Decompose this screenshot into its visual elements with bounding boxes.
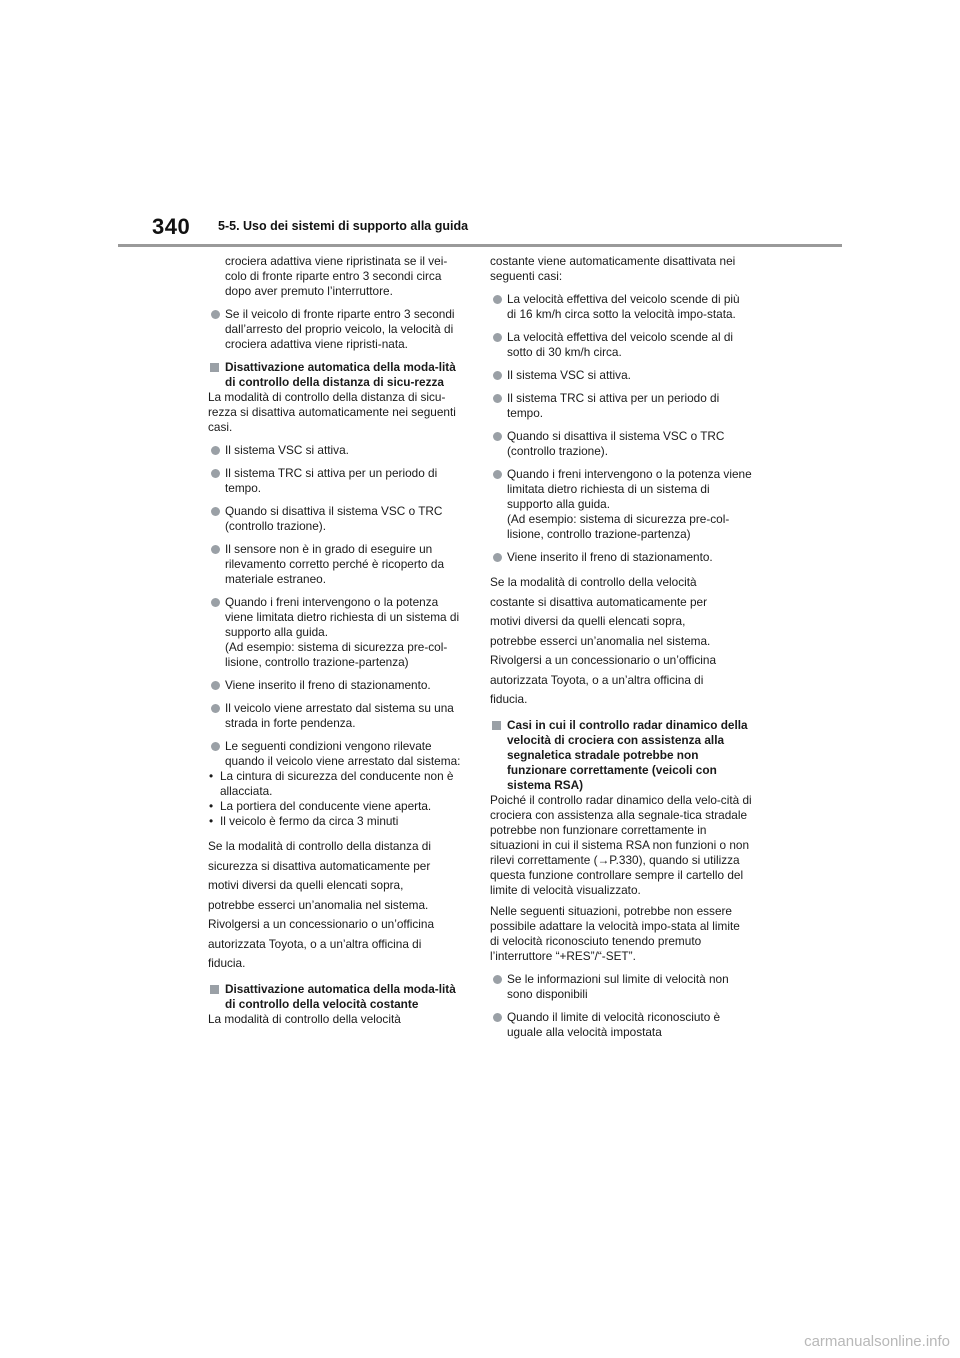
bullet-dot-icon (493, 1013, 502, 1022)
left-intro: crociera adattiva viene ripristinata se il vei-colo di fronte riparte entro 3 secondi circa dopo aver premuto l’interruttore. (225, 254, 448, 298)
closing-line: Se la modalità di controllo della distanza di (208, 839, 431, 853)
watermark[interactable]: carmanualsonline.info (804, 1333, 950, 1350)
sub-list (208, 769, 466, 829)
paragraph: Nelle seguenti situazioni, potrebbe non essere possibile adattare la velocità impo-stata al limite di velocità riconosciuto tenendo premuto l’interruttore “+RES”/“-SET”. (490, 903, 740, 963)
closing-line: potrebbe esserci un’anomalia nel sistema. (490, 633, 711, 648)
section-heading: Disattivazione automatica della moda-lità di controllo della velocità costante (208, 982, 466, 1012)
list-item: Il sensore non è in grado di eseguire un rilevamento corretto perché è ricoperto da materiale estraneo. (208, 542, 466, 587)
square-bullet-icon (210, 363, 219, 372)
list-item: Il sistema TRC si attiva per un periodo di tempo. (208, 466, 466, 496)
closing-line: Rivolgersi a un concessionario o un’officina (208, 917, 435, 931)
bullet-dot-icon (211, 446, 220, 455)
sub-list-item: • La portiera del conducente viene aperta. (209, 799, 432, 813)
list-item: Quando si disattiva il sistema VSC o TRC (controllo trazione). (490, 429, 752, 459)
paragraph: La modalità di controllo della velocità (208, 1011, 401, 1026)
section-heading: Casi in cui il controllo radar dinamico della velocità di crociera con assistenza alla segnaletica stradale potrebbe non funzionare correttamente (veicoli con sistema RSA) (490, 718, 752, 793)
list-item: Se il veicolo di fronte riparte entro 3 secondi dall’arresto del proprio veicolo, la velocità di crociera adattiva viene ripristi-nata. (208, 307, 466, 352)
paragraph: Poiché il controllo radar dinamico della velo-cità di crociera con assistenza alla segnale-tica stradale potrebbe non funzionare correttamente in situazioni in cui il sistema RSA non funzioni o non rilevi correttamente (→P.330), quando si utilizza questa funzione controllare sempre il cartello del limite di velocità visualizzato. (490, 792, 752, 897)
list-item: Viene inserito il freno di stazionamento. (490, 550, 752, 565)
sub-list-item: • Il veicolo è fermo da circa 3 minuti (209, 814, 399, 828)
list-item: Quando i freni intervengono o la potenza viene limitata dietro richiesta di un sistema di supporto alla guida. (Ad esempio: sistema di sicurezza pre-col-lisione, controllo trazione-partenza) (490, 467, 752, 542)
list-item: Quando i freni intervengono o la potenza viene limitata dietro richiesta di un sistema di supporto alla guida. (Ad esempio: sistema di sicurezza pre-col-lisione, controllo trazione-partenza) (208, 595, 466, 670)
list-item: Viene inserito il freno di stazionamento. (208, 678, 466, 693)
bullet-dot-icon (211, 507, 220, 516)
bullet-dot-icon (493, 553, 502, 562)
bullet-dot-icon (493, 394, 502, 403)
sub-list-item: • La cintura di sicurezza del conducente non è allacciata. (209, 769, 454, 798)
right-column (490, 254, 752, 1048)
bullet-dot-icon (493, 975, 502, 984)
list-item: La velocità effettiva del veicolo scende al di sotto di 30 km/h circa. (490, 330, 752, 360)
list-item: Se le informazioni sul limite di velocità non sono disponibili (490, 972, 752, 1002)
bullet-dot-icon (493, 295, 502, 304)
list-item: Il sistema TRC si attiva per un periodo di tempo. (490, 391, 752, 421)
list-item: Il sistema VSC si attiva. (490, 368, 752, 383)
bullet-dot-icon (493, 333, 502, 342)
bullet-dot-icon (211, 704, 220, 713)
closing-line: autorizzata Toyota, o a un’altra officina di (208, 936, 422, 951)
bullet-dot-icon (211, 598, 220, 607)
bullet-dot-icon (211, 545, 220, 554)
closing-line: motivi diversi da quelli elencati sopra, (208, 878, 404, 892)
list-item: Il sistema VSC si attiva. (208, 443, 466, 458)
section-heading: Disattivazione automatica della moda-lità di controllo della distanza di sicu-rezza (208, 360, 466, 390)
closing-line: Se la modalità di controllo della velocità (490, 575, 697, 589)
section-title: 5-5. Uso dei sistemi di supporto alla guida (218, 219, 469, 233)
right-intro: costante viene automaticamente disattivata nei seguenti casi: (490, 254, 736, 283)
closing-line: sicurezza si disattiva automaticamente per (208, 858, 431, 873)
closing-line: autorizzata Toyota, o a un’altra officina di (490, 672, 704, 687)
page-number: 340 (152, 214, 191, 239)
bullet-dot-icon (493, 371, 502, 380)
square-bullet-icon (492, 721, 501, 730)
bullet-dot-icon (493, 470, 502, 479)
closing-line: Rivolgersi a un concessionario o un’officina (490, 653, 717, 667)
list-item: Quando si disattiva il sistema VSC o TRC (controllo trazione). (208, 504, 466, 534)
closing-line: potrebbe esserci un’anomalia nel sistema. (208, 897, 429, 912)
left-column (208, 254, 466, 1035)
list-item: Le seguenti condizioni vengono rilevate quando il veicolo viene arrestato dal sistema: (208, 739, 466, 769)
closing-line: fiducia. (208, 956, 246, 970)
list-item: Quando il limite di velocità riconosciuto è uguale alla velocità impostata (490, 1010, 752, 1040)
bullet-dot-icon (211, 310, 220, 319)
bullet-dot-icon (211, 742, 220, 751)
paragraph: La modalità di controllo della distanza di sicu-rezza si disattiva automaticamente nei seguenti casi. (208, 390, 456, 434)
closing-line: motivi diversi da quelli elencati sopra, (490, 614, 686, 628)
bullet-dot-icon (211, 681, 220, 690)
list-item: Il veicolo viene arrestato dal sistema su una strada in forte pendenza. (208, 701, 466, 731)
square-bullet-icon (210, 985, 219, 994)
header-rule (118, 244, 842, 247)
closing-line: fiducia. (490, 692, 528, 706)
bullet-dot-icon (493, 432, 502, 441)
list-item: La velocità effettiva del veicolo scende di più di 16 km/h circa sotto la velocità impo-stata. (490, 292, 752, 322)
bullet-dot-icon (211, 469, 220, 478)
closing-line: costante si disattiva automaticamente per (490, 594, 708, 609)
